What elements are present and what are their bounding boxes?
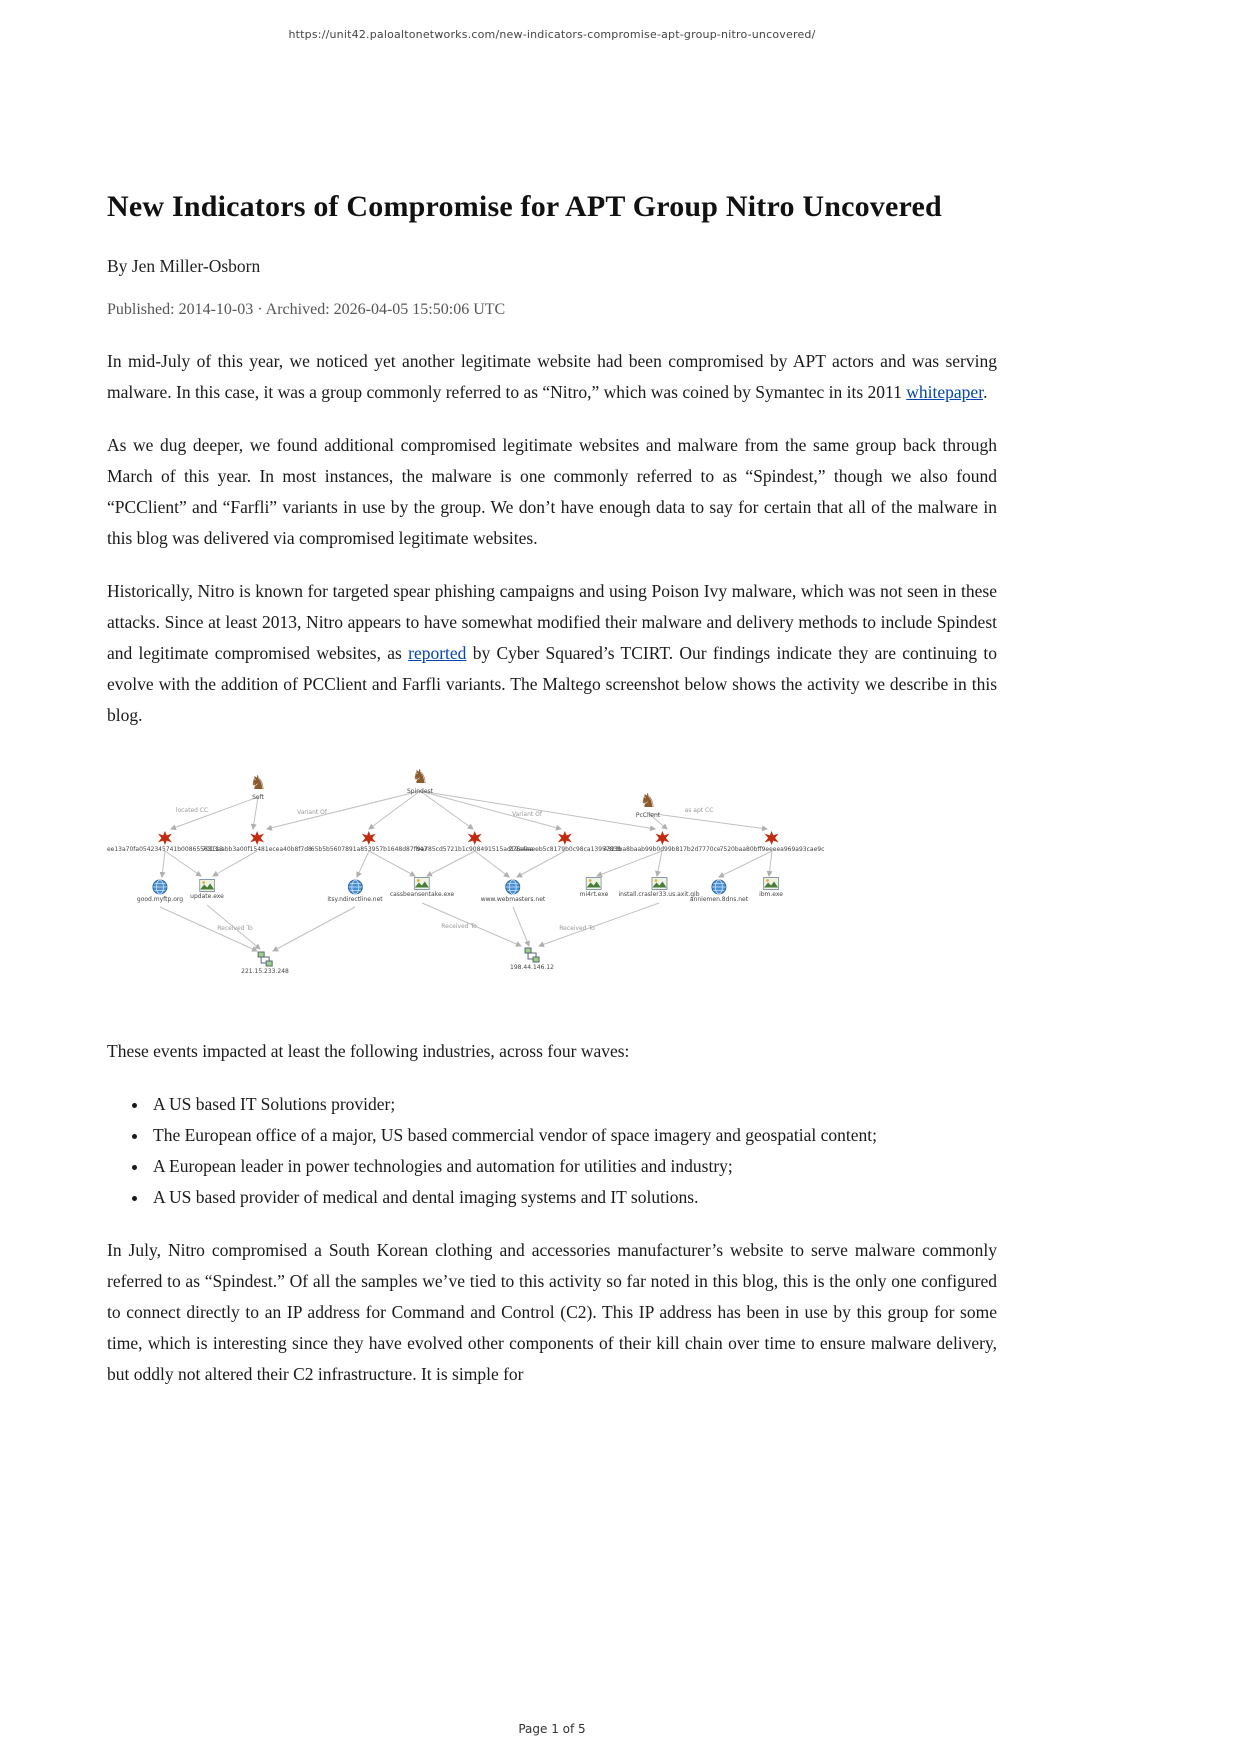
malware-hash-node xyxy=(202,831,312,854)
node-label: ee13a70fa0542345741b00865563113 xyxy=(106,846,224,853)
node-label: 275a9aeeb5c8179b0c98ca1395783b xyxy=(508,846,622,853)
website-node xyxy=(690,879,748,904)
trojan-horse-icon: ♞ xyxy=(249,772,267,794)
edge-label: located CC xyxy=(175,807,209,814)
node-label: ibm.exe xyxy=(759,891,783,898)
file-node xyxy=(190,879,224,901)
list-item: • The European office of a major, US based commercial vendor of space imagery and geospatial content; xyxy=(149,1120,997,1151)
byline: By Jen Miller-Osborn xyxy=(107,256,261,276)
trojan-node xyxy=(249,773,266,802)
node-label: mi4rt.exe xyxy=(579,891,609,898)
file-node xyxy=(759,877,783,899)
industries-intro: These events impacted at least the following industries, across four waves: xyxy=(107,1041,630,1061)
node-label: 65b5b5607891a853957b1648d87fb47 xyxy=(310,846,428,853)
paragraph-1 xyxy=(107,346,997,408)
server-icon xyxy=(524,947,540,963)
trojan-node xyxy=(407,767,433,796)
paragraph-text: by Cyber Squared’s TCIRT. Our findings indicate they are continuing to evolve with the addition of PCClient and Farfli variants. The Maltego screenshot below shows the activity we describe in this blog. xyxy=(107,643,997,725)
malware-icon xyxy=(158,831,172,845)
industries-list xyxy=(149,1089,997,1213)
trojan-node xyxy=(636,791,660,820)
node-label: Soft xyxy=(252,794,264,801)
node-label: www.webmasters.net xyxy=(480,896,546,903)
malware-icon xyxy=(362,831,376,845)
image-icon xyxy=(763,877,779,890)
reported-link[interactable]: reported xyxy=(408,643,467,663)
malware-icon xyxy=(558,831,572,845)
globe-icon xyxy=(711,879,727,895)
edge-label: Received To xyxy=(441,923,477,930)
paragraph-3 xyxy=(107,576,997,731)
page-title: New Indicators of Compromise for APT Group Nitro Uncovered xyxy=(107,190,942,223)
node-label: update.exe xyxy=(190,893,224,900)
node-label: PcClient xyxy=(635,812,661,819)
paragraph-4: In July, Nitro compromised a South Korean clothing and accessories manufacturer’s website to serve malware commonly referred to as “Spindest.” Of all the samples we’ve tied to this activity so far noted in this blog, this is the only one configured to connect directly to an IP address for Command and Control (C2). This IP address has been in use by this group for some time, which is interesting since they have evolved other components of their kill chain over time to ensure malware delivery, but oddly not altered their C2 infrastructure. It is simple for xyxy=(107,1240,997,1384)
globe-icon xyxy=(152,879,168,895)
edge-label: as apt CC xyxy=(684,807,714,814)
edge-label: Variant Of xyxy=(296,809,328,816)
list-item: • A US based provider of medical and dental imaging systems and IT solutions. xyxy=(149,1182,997,1213)
graph-edges xyxy=(107,753,997,1018)
paragraph-text: . xyxy=(983,382,988,402)
website-node xyxy=(137,879,183,904)
image-icon xyxy=(199,879,215,892)
node-label: 9a785cd5721b1c908491515ad19a4ea xyxy=(416,846,534,853)
whitepaper-link[interactable]: whitepaper xyxy=(906,382,984,402)
globe-icon xyxy=(505,879,521,895)
malware-icon xyxy=(250,831,264,845)
page-number: Page 1 of 5 xyxy=(518,1722,586,1736)
trojan-horse-icon: ♞ xyxy=(639,790,657,812)
globe-icon xyxy=(347,879,363,895)
malware-icon xyxy=(765,831,779,845)
paragraph-text: Historically, Nitro is known for targeted spear phishing campaigns and using Poison Ivy malware, which was not seen in these attacks. Since at least 2013, Nitro appears to have somewhat modified their malware and delivery methods to include Spindest and legitimate compromised websites, as xyxy=(107,581,997,663)
malware-icon xyxy=(468,831,482,845)
maltego-graph xyxy=(107,753,997,1018)
website-node xyxy=(481,879,546,904)
image-icon xyxy=(651,877,667,890)
list-item: • A European leader in power technologies and automation for utilities and industry; xyxy=(149,1151,997,1182)
malware-hash-node xyxy=(720,831,825,854)
edge-label: Received To xyxy=(559,925,595,932)
server-node xyxy=(241,951,289,976)
publish-meta: Published: 2014-10-03 · Archived: 2026-04-05 15:50:06 UTC xyxy=(107,301,506,318)
image-icon xyxy=(414,877,430,890)
article xyxy=(107,190,997,1412)
malware-hash-node xyxy=(311,831,427,854)
image-icon xyxy=(586,877,602,890)
server-node xyxy=(510,947,554,972)
node-label: good.myftp.org xyxy=(136,896,184,903)
node-label: 7013aabb3a00f15481ecea40b8f7d8 xyxy=(202,846,312,853)
server-icon xyxy=(257,951,273,967)
node-label: cassbeansentake.exe xyxy=(389,891,455,898)
node-label: 4323ba8baab99b0d99b817b2d7770ce xyxy=(603,846,721,853)
list-item: • A US based IT Solutions provider; xyxy=(149,1089,997,1120)
paragraph-text: In mid-July of this year, we noticed yet another legitimate website had been compromised by APT actors and was serving malware. In this case, it was a group commonly referred to as “Nitro,” which was coined by Symantec in its 2011 xyxy=(107,351,997,402)
node-label: 7520baa80bff9eeeea969a93cae9c xyxy=(719,846,825,853)
page-url: https://unit42.paloaltonetworks.com/new-indicators-compromise-apt-group-nitro-uncovered/ xyxy=(288,28,816,41)
file-node xyxy=(390,877,454,899)
node-label: 221.15.233.248 xyxy=(241,968,289,975)
node-label: 198.44.146.12 xyxy=(510,964,554,971)
edge-label: Received To xyxy=(217,925,253,932)
file-node xyxy=(580,877,609,899)
malware-hash-node xyxy=(603,831,720,854)
website-node xyxy=(327,879,382,904)
trojan-horse-icon: ♞ xyxy=(411,766,429,788)
node-label: install.crasler33.us.axit.gib xyxy=(618,891,700,898)
node-label: Spindest xyxy=(406,788,434,795)
malware-icon xyxy=(655,831,669,845)
node-label: itsy.ndirectline.net xyxy=(327,896,383,903)
node-label: anniemen.8dns.net xyxy=(689,896,749,903)
edge-label: Variant Of xyxy=(511,811,543,818)
file-node xyxy=(618,877,699,899)
paragraph-2: As we dug deeper, we found additional compromised legitimate websites and malware from the same group back through March of this year. In most instances, the malware is one commonly referred to as “Spindest,” though we also found “PCClient” and “Farfli” variants in use by the group. We don’t have enough data to say for certain that all of the malware in this blog was delivered via compromised legitimate websites. xyxy=(107,435,997,548)
